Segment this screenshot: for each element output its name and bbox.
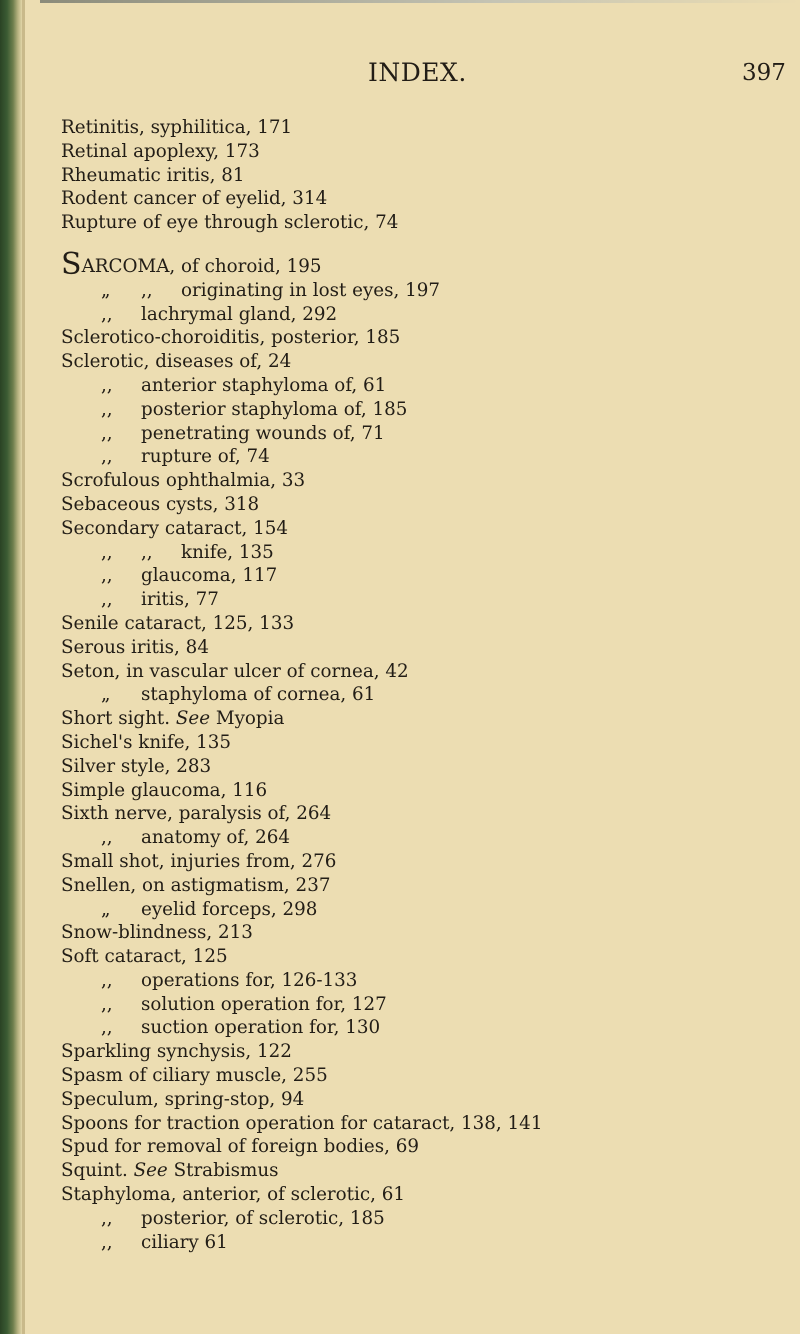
ditto-mark: „ xyxy=(101,684,111,706)
index-subentry: „ staphyloma of cornea, 61 xyxy=(101,684,376,706)
index-subentry: ,, ,, knife, 135 xyxy=(101,541,274,563)
ditto-mark: ,, xyxy=(101,565,113,587)
index-entry: Speculum, spring-stop, 94 xyxy=(61,1088,305,1110)
index-entry: Rupture of eye through sclerotic, 74 xyxy=(61,212,399,234)
ditto-mark: ,, xyxy=(101,1231,113,1253)
index-entry: Squint. See Strabismus xyxy=(61,1160,279,1182)
ditto-mark: ,, xyxy=(101,969,113,991)
index-entry: Soft cataract, 125 xyxy=(61,946,228,968)
index-entry: Snow-blindness, 213 xyxy=(61,922,253,944)
ditto-mark: ,, xyxy=(101,827,113,849)
ditto-mark: ,, xyxy=(101,398,113,420)
index-entries xyxy=(61,116,796,1254)
index-entry: Spud for removal of foreign bodies, 69 xyxy=(61,1136,420,1158)
index-entry: Small shot, injuries from, 276 xyxy=(61,850,337,872)
index-entry: Rodent cancer of eyelid, 314 xyxy=(61,188,328,210)
index-entry: Sparkling synchysis, 122 xyxy=(61,1041,292,1063)
ditto-mark: ,, xyxy=(141,541,153,563)
ditto-mark: ,, xyxy=(101,1017,113,1039)
index-entry: Silver style, 283 xyxy=(61,755,212,777)
index-subentry: ,, anatomy of, 264 xyxy=(101,827,291,849)
ditto-mark: „ xyxy=(101,279,111,301)
index-subentry: ,, suction operation for, 130 xyxy=(101,1017,381,1039)
ditto-mark: ,, xyxy=(141,279,153,301)
ditto-mark: ,, xyxy=(101,589,113,611)
index-entry: Secondary cataract, 154 xyxy=(61,517,288,539)
page-number: 397 xyxy=(742,60,786,86)
index-subentry: ,, penetrating wounds of, 71 xyxy=(101,422,385,444)
ditto-mark: ,, xyxy=(101,993,113,1015)
index-subentry: ,, posterior, of sclerotic, 185 xyxy=(101,1207,385,1229)
index-entry: Sebaceous cysts, 318 xyxy=(61,493,260,515)
drop-initial: S xyxy=(61,246,82,282)
ditto-mark: ,, xyxy=(101,1207,113,1229)
index-entry: Retinal apoplexy, 173 xyxy=(61,140,260,162)
ditto-mark: ,, xyxy=(101,541,113,563)
index-subentry: ,, posterior staphyloma of, 185 xyxy=(101,398,408,420)
index-entry: Snellen, on astigmatism, 237 xyxy=(61,874,331,896)
index-entry: Staphyloma, anterior, of sclerotic, 61 xyxy=(61,1184,405,1206)
ditto-mark: ,, xyxy=(101,422,113,444)
ditto-mark: ,, xyxy=(101,374,113,396)
index-entry: Retinitis, syphilitica, 171 xyxy=(61,117,293,138)
index-subentry: ,, glaucoma, 117 xyxy=(101,565,278,587)
book-binding-edge xyxy=(0,0,22,1334)
index-subentry: ,, lachrymal gland, 292 xyxy=(101,303,338,325)
see-reference-label: See xyxy=(175,708,211,730)
index-subentry: ,, iritis, 77 xyxy=(101,589,219,611)
section-head-entry: SARCOMA, of choroid, 195 xyxy=(61,246,322,282)
index-entry: Senile cataract, 125, 133 xyxy=(61,612,295,634)
top-page-rule xyxy=(40,0,800,3)
index-entry: Spasm of ciliary muscle, 255 xyxy=(61,1065,328,1087)
page-gutter xyxy=(22,0,25,1334)
index-subentry: ,, operations for, 126-133 xyxy=(101,969,358,991)
index-entry: Scrofulous ophthalmia, 33 xyxy=(61,470,306,492)
index-subentry: ,, anterior staphyloma of, 61 xyxy=(101,374,387,396)
index-entry: Sclerotico-choroiditis, posterior, 185 xyxy=(61,327,401,349)
index-subentry: ,, rupture of, 74 xyxy=(101,446,270,468)
ditto-mark: ,, xyxy=(101,303,113,325)
index-entry: Short sight. See Myopia xyxy=(61,708,285,730)
index-entry: Simple glaucoma, 116 xyxy=(61,779,268,801)
index-entry: Seton, in vascular ulcer of cornea, 42 xyxy=(61,660,409,682)
index-entry: Spoons for traction operation for cataract, 138, 141 xyxy=(61,1112,543,1134)
index-entry: Sichel's knife, 135 xyxy=(61,731,232,753)
index-entry: Serous iritis, 84 xyxy=(61,636,209,658)
index-subentry: ,, ciliary 61 xyxy=(101,1231,228,1253)
index-subentry: „ eyelid forceps, 298 xyxy=(101,898,318,920)
index-subentry: ,, solution operation for, 127 xyxy=(101,993,387,1015)
ditto-mark: „ xyxy=(101,898,111,920)
running-title: INDEX. xyxy=(368,58,467,87)
see-reference-label: See xyxy=(133,1160,168,1182)
index-entry: Sixth nerve, paralysis of, 264 xyxy=(61,803,332,825)
index-entry: Rheumatic iritis, 81 xyxy=(61,164,245,186)
index-entry: Sclerotic, diseases of, 24 xyxy=(61,351,292,373)
ditto-mark: ,, xyxy=(101,446,113,468)
index-subentry: „ ,, originating in lost eyes, 197 xyxy=(101,279,440,301)
